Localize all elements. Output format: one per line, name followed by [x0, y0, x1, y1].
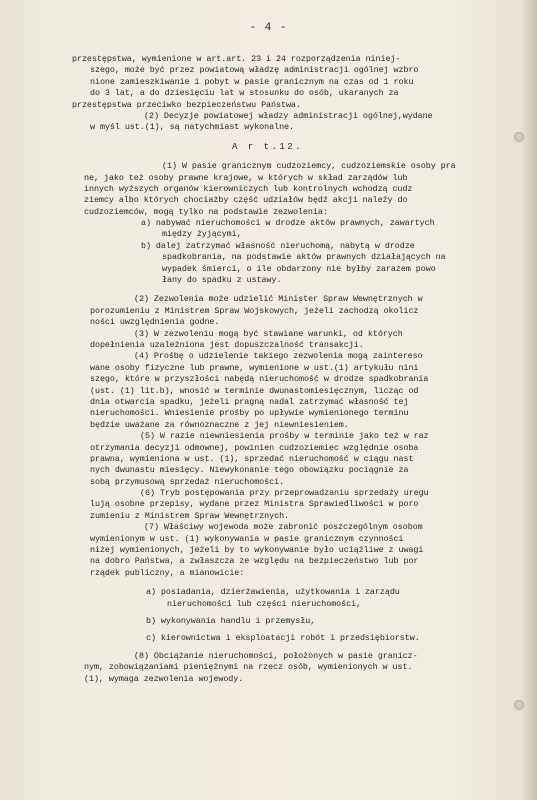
text-line: przestępstwa, wymienione w art.art. 23 i 24 rozporządzenia niniej-: [72, 54, 401, 64]
text-line: nieruchomości lub części nieruchomości,: [167, 598, 362, 609]
text-line: (7) Właściwy wojewoda może zabronić poszczególnym osobom: [144, 522, 423, 533]
text-line: lują osobne przepisy, wydane przez Ministra Sprawiedliwości w poro: [90, 499, 419, 510]
text-line: b) wykonywania handlu i przemysłu,: [146, 615, 316, 626]
line-gap: [0, 286, 537, 294]
text-line: cudzoziemców, mogą tylko na podstawie zezwolenia:: [84, 206, 328, 217]
text-line: (1), wymaga zezwolenia wojewody.: [84, 673, 244, 684]
text-line: c) kierownictwa i eksploatacji robót i przedsiębiorstw.: [146, 633, 420, 644]
document-body: [0, 54, 537, 685]
text-line: wane osoby fizyczne lub prawne, wymienione w ust.(1) artykułu nini: [90, 362, 419, 373]
text-line: innych wyższych organów kierowniczych lub kontrolnych wchodzą cudz: [84, 183, 413, 194]
text-line: między żyjącymi,: [162, 229, 242, 240]
article-heading: A r t.12.: [232, 141, 304, 152]
text-line: niżej wymienionych, jeżeli by to wykonywanie było uciążliwe z uwagi: [90, 545, 424, 556]
line-gap: [0, 153, 537, 161]
binding-hole-bottom: [514, 700, 524, 710]
text-line: nym, zobowiązaniami pieniężnymi na rzecz osób, wymienionych w ust.: [84, 662, 413, 673]
text-line: otrzymania decyzji odmownej, powinien cudzoziemiec względnie osoba: [90, 442, 419, 453]
text-line: do 3 lat, a do dziesięciu lat w stosunku do osób, ukaranych za: [90, 88, 399, 99]
text-line: porozumieniu z Ministrem Spraw Wojskowych, jeżeli zachodzą okolicz: [90, 305, 419, 316]
line-gap: [0, 134, 537, 142]
text-line: szego, może być przez powiatową władzę administracji ogólnej wzbro: [90, 65, 419, 76]
text-line: (1) W pasie granicznym cudzoziemcy, cudzoziemskie osoby pra: [162, 161, 456, 172]
text-line: (3) W zezwoleniu mogą być stawiane warunki, od których: [134, 328, 403, 339]
text-line: (8) Obciążanie nieruchomości, położonych w pasie granicz-: [134, 650, 418, 661]
text-line: ne, jako też osoby prawne krajowe, w których w skład zarządów lub: [84, 172, 408, 183]
text-line: rządek publiczny, a mianowicie:: [90, 567, 245, 578]
text-line: w myśl ust.(1), są natychmiast wykonalne.: [90, 122, 295, 133]
text-line: przestępstwa przeciwko bezpieczeństwu Państwa.: [72, 99, 301, 110]
text-line: ziemcy albo których chociażby część udziałów będź akcji należy do: [84, 195, 408, 206]
text-line: nych dwunastu miesięcy. Niewykonanie tego obowiązku pociągnie za: [90, 465, 409, 476]
text-line: (2) Decyzje powiatowej władzy administracji ogólnej,wydane: [144, 110, 433, 121]
text-line: będzie uważane za równoznaczne z jej niewniesieniem.: [90, 419, 349, 430]
text-line: a) posiadania, dzierżawienia, użytkowania i zarządu: [146, 587, 400, 598]
text-line: (6) Tryb postępowania przy przeprowadzaniu sprzedaży uregu: [140, 488, 429, 499]
text-line: prawna, wymieniona w ust. (1), sprzedać nieruchomość w ciągu nast: [90, 453, 414, 464]
text-line: (2) Zezwolenia może udzielić Minister Spraw Wewnętrznych w: [134, 294, 423, 305]
text-line: nieruchomości. Wniesienie prośby po upływie wymienionego terminu: [90, 408, 409, 419]
text-line: ności uwzględnienia godne.: [90, 317, 220, 328]
text-line: (4) Prośbę o udzielenie takiego zezwolenia mogą zaintereso: [134, 351, 423, 362]
text-line: sobą przymusową sprzedaż nieruchomości.: [90, 476, 285, 487]
text-line: szego, które w przyszłości nabędą nieruchomość w drodze spadkobrania: [90, 374, 429, 385]
text-line: a) nabywać nieruchomości w drodze aktów prawnych, zawartych: [141, 218, 435, 229]
text-line: (5) W razie niewniesienia prośby w terminie jako też w raz: [140, 431, 429, 442]
text-line: b) dalej zatrzymać własność nieruchomą, nabytą w drodze: [141, 240, 415, 251]
text-line: wypadek śmierci, o ile obdarzony nie byłby zarazem powo: [162, 263, 436, 274]
text-line: spadkobrania, na podstawie aktów prawnych działających na: [162, 252, 446, 263]
line-gap: [0, 579, 537, 587]
text-line: (ust. (1) lit.b), wnosić w terminie dwunastomiesięcznym, licząc od: [90, 385, 419, 396]
page-number: - 4 -: [249, 22, 288, 34]
text-line: nione zamieszkiwanie i pobyt w pasie granicznym na czas od 1 roku: [90, 76, 414, 87]
text-line: łany do spadku z ustawy.: [162, 275, 282, 286]
text-line: zumieniu z Ministrem Spraw Wewnętrznych.: [90, 510, 290, 521]
text-line: na dobro Państwa, a zwłaszcza ze względu na bezpieczeństwo lub por: [90, 556, 419, 567]
text-line: wymienionym w ust. (1) wykonywania w pasie granicznym czynności: [90, 533, 404, 544]
text-line: dnia otwarcia spadku, jeżeli pragną nadal zatrzymać własność tej: [90, 396, 409, 407]
text-line: dopełnienia uzależniona jest dopuszczalność transakcji.: [90, 339, 364, 350]
